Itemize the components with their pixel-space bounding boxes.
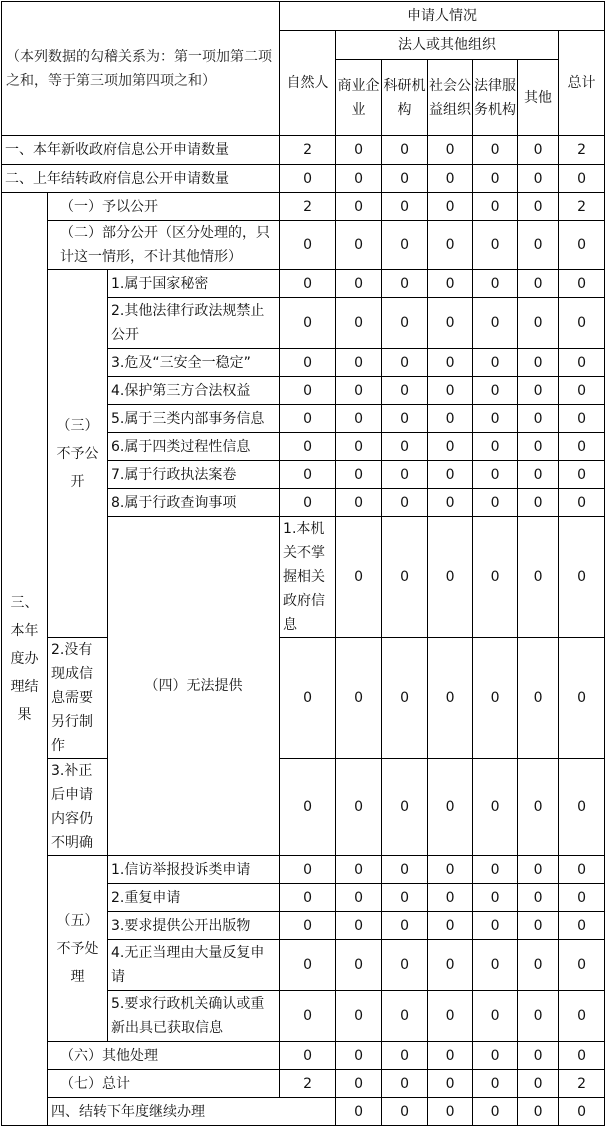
- cell: 0: [428, 270, 473, 298]
- cell: 0: [428, 221, 473, 270]
- row-label: 4.保护第三方合法权益: [108, 377, 280, 405]
- cell: 0: [473, 377, 518, 405]
- cell: 0: [518, 270, 559, 298]
- cell: 0: [473, 136, 518, 165]
- cell: 0: [518, 991, 559, 1042]
- cell: 0: [336, 856, 382, 884]
- cell: 0: [336, 489, 382, 517]
- row-label: 5.属于三类内部事务信息: [108, 405, 280, 433]
- cell: 0: [280, 884, 336, 912]
- cell: 0: [336, 517, 382, 638]
- cell: 0: [559, 884, 605, 912]
- cell: 2: [559, 193, 605, 221]
- cell: 0: [280, 991, 336, 1042]
- cell: 0: [428, 136, 473, 165]
- cell: 0: [518, 884, 559, 912]
- cell: 0: [428, 433, 473, 461]
- table-row: [2, 1098, 605, 1126]
- cell: 0: [518, 489, 559, 517]
- cell: 2: [280, 1070, 336, 1098]
- table-row: [2, 1070, 605, 1098]
- cell: 0: [518, 165, 559, 193]
- cell: 0: [559, 461, 605, 489]
- cell: 2: [280, 193, 336, 221]
- cell: 0: [428, 298, 473, 349]
- cell: 0: [428, 940, 473, 991]
- cell: 0: [382, 461, 428, 489]
- cell: 0: [559, 517, 605, 638]
- header-legal-service: 法律服务机构: [473, 60, 518, 136]
- cell: 2: [559, 1070, 605, 1098]
- cell: 0: [336, 193, 382, 221]
- cell: 0: [382, 991, 428, 1042]
- cell: 0: [336, 165, 382, 193]
- header-legal-entities: 法人或其他组织: [336, 31, 559, 60]
- cell: 0: [518, 1070, 559, 1098]
- cell: 0: [428, 1070, 473, 1098]
- table-row: [2, 270, 605, 298]
- cell: 0: [473, 193, 518, 221]
- cell: 0: [473, 912, 518, 940]
- cell: 0: [428, 991, 473, 1042]
- row-label: 1.属于国家秘密: [108, 270, 280, 298]
- cell: 0: [473, 856, 518, 884]
- cell: 0: [382, 940, 428, 991]
- cell: 0: [428, 638, 473, 759]
- cell: 0: [473, 940, 518, 991]
- cell: 0: [559, 349, 605, 377]
- header-natural-person: 自然人: [280, 31, 336, 136]
- cell: 0: [518, 856, 559, 884]
- row-label: 1.信访举报投诉类申请: [108, 856, 280, 884]
- cell: 0: [336, 759, 382, 856]
- cell: 0: [473, 461, 518, 489]
- cell: 0: [518, 517, 559, 638]
- cell: 0: [336, 1042, 382, 1070]
- cell: 0: [518, 1042, 559, 1070]
- cell: 0: [428, 489, 473, 517]
- row-label: 8.属于行政查询事项: [108, 489, 280, 517]
- table-row: [2, 856, 605, 884]
- cell: 0: [382, 517, 428, 638]
- cell: 0: [382, 1098, 428, 1126]
- cell: 0: [280, 940, 336, 991]
- cell: 0: [473, 517, 518, 638]
- cell: 0: [473, 405, 518, 433]
- cell: 0: [382, 136, 428, 165]
- cell: 0: [382, 433, 428, 461]
- cell: 0: [473, 991, 518, 1042]
- cell: 0: [336, 349, 382, 377]
- cell: 0: [518, 940, 559, 991]
- cell: 0: [473, 638, 518, 759]
- cell: 0: [280, 165, 336, 193]
- cell: 0: [382, 349, 428, 377]
- cell: 0: [336, 433, 382, 461]
- applications-table: [1, 1, 605, 1126]
- cell: 0: [518, 433, 559, 461]
- cell: 0: [382, 1070, 428, 1098]
- cell: 0: [382, 221, 428, 270]
- cell: 0: [518, 298, 559, 349]
- cell: 0: [428, 912, 473, 940]
- cell: 0: [336, 298, 382, 349]
- cell: 0: [518, 377, 559, 405]
- table-row: [2, 165, 605, 193]
- cell: 0: [336, 405, 382, 433]
- cell: 0: [382, 193, 428, 221]
- row-label: 5.要求行政机关确认或重新出具已获取信息: [108, 991, 280, 1042]
- row-label: 3.要求提供公开出版物: [108, 912, 280, 940]
- row-label: 7.属于行政执法案卷: [108, 461, 280, 489]
- cell: 0: [559, 405, 605, 433]
- cell: 0: [473, 349, 518, 377]
- cell: 0: [518, 405, 559, 433]
- cell: 0: [473, 884, 518, 912]
- cell: 0: [473, 433, 518, 461]
- row-label: 4.无正当理由大量反复申请: [108, 940, 280, 991]
- cell: 0: [428, 461, 473, 489]
- cell: 0: [473, 1070, 518, 1098]
- row-label: （二）部分公开（区分处理的，只计这一情形，不计其他情形）: [48, 221, 280, 270]
- cell: 0: [518, 1098, 559, 1126]
- cell: 0: [382, 270, 428, 298]
- table-row: [2, 638, 605, 759]
- cell: 0: [518, 461, 559, 489]
- cell: 2: [280, 136, 336, 165]
- cell: 0: [280, 912, 336, 940]
- cell: 0: [518, 349, 559, 377]
- cell: 0: [336, 912, 382, 940]
- header-applicant: 申请人情况: [280, 2, 605, 31]
- cell: 0: [280, 759, 336, 856]
- cell: 0: [382, 638, 428, 759]
- cell: 0: [518, 638, 559, 759]
- cell: 0: [382, 298, 428, 349]
- cell: 0: [336, 991, 382, 1042]
- cell: 0: [559, 298, 605, 349]
- cell: 0: [280, 433, 336, 461]
- cell: 0: [559, 759, 605, 856]
- row-label: 二、上年结转政府信息公开申请数量: [2, 165, 280, 193]
- row-label: 3.危及“三安全一稳定”: [108, 349, 280, 377]
- cell: 0: [382, 377, 428, 405]
- cell: 0: [280, 856, 336, 884]
- cell: 0: [559, 165, 605, 193]
- header-research: 科研机构: [382, 60, 428, 136]
- row-label: 一、本年新收政府信息公开申请数量: [2, 136, 280, 165]
- table-row: [2, 1042, 605, 1070]
- cell: 0: [382, 759, 428, 856]
- cell: 0: [518, 221, 559, 270]
- cell: 0: [280, 270, 336, 298]
- cell: 0: [280, 461, 336, 489]
- table-row: [2, 136, 605, 165]
- cell: 0: [382, 1042, 428, 1070]
- table-row: [2, 193, 605, 221]
- cell: 0: [473, 1042, 518, 1070]
- cell: 0: [518, 193, 559, 221]
- cell: 0: [473, 165, 518, 193]
- row-label: （一）予以公开: [48, 193, 280, 221]
- cell: 0: [280, 405, 336, 433]
- row-label: 2.没有现成信息需要另行制作: [48, 638, 108, 759]
- cell: 0: [428, 1098, 473, 1126]
- header-social: 社会公益组织: [428, 60, 473, 136]
- cell: 0: [428, 193, 473, 221]
- row-label: 2.重复申请: [108, 884, 280, 912]
- cell: 0: [280, 377, 336, 405]
- table-row: [2, 759, 605, 856]
- cell: 0: [336, 270, 382, 298]
- row-label: 2.其他法律行政法规禁止公开: [108, 298, 280, 349]
- cell: 0: [382, 405, 428, 433]
- cell: 0: [559, 912, 605, 940]
- cell: 0: [280, 349, 336, 377]
- cell: 0: [518, 759, 559, 856]
- cell: 0: [559, 489, 605, 517]
- cell: 0: [280, 489, 336, 517]
- cell: 0: [336, 1098, 382, 1126]
- row-label: 6.属于四类过程性信息: [108, 433, 280, 461]
- cell: 0: [559, 221, 605, 270]
- cell: 0: [428, 856, 473, 884]
- cell: 0: [336, 884, 382, 912]
- row-label: 1.本机关不掌握相关政府信息: [280, 517, 336, 638]
- cell: 0: [428, 405, 473, 433]
- cell: 0: [428, 517, 473, 638]
- not-open-group-label: （三）不予公开: [48, 270, 108, 638]
- cell: 0: [280, 221, 336, 270]
- cell: 0: [559, 940, 605, 991]
- section-3-label: 三、本年度办理结果: [2, 193, 48, 1126]
- cell: 0: [559, 1042, 605, 1070]
- cell: 0: [559, 433, 605, 461]
- cell: 0: [473, 759, 518, 856]
- cell: 0: [280, 1042, 336, 1070]
- cell: 0: [382, 489, 428, 517]
- row-label: （七）总计: [48, 1070, 280, 1098]
- cell: 0: [428, 165, 473, 193]
- cell: 0: [428, 759, 473, 856]
- header-other: 其他: [518, 60, 559, 136]
- cell: 0: [559, 856, 605, 884]
- cell: 0: [336, 221, 382, 270]
- cell: 0: [336, 377, 382, 405]
- cell: 0: [336, 136, 382, 165]
- header-commercial: 商业企业: [336, 60, 382, 136]
- cell: 0: [382, 884, 428, 912]
- unable-group-label: （四）无法提供: [108, 517, 280, 856]
- cell: 0: [280, 638, 336, 759]
- cell: 0: [382, 856, 428, 884]
- row-label: 四、结转下年度继续办理: [48, 1098, 336, 1126]
- cell: 0: [382, 165, 428, 193]
- cell: 0: [559, 270, 605, 298]
- header-note: （本列数据的勾稽关系为：第一项加第二项之和，等于第三项加第四项之和）: [2, 2, 280, 136]
- cell: 0: [559, 377, 605, 405]
- cell: 0: [336, 1070, 382, 1098]
- cell: 0: [559, 1098, 605, 1126]
- row-label: （六）其他处理: [48, 1042, 280, 1070]
- row-label: 3.补正后申请内容仍不明确: [48, 759, 108, 856]
- cell: 0: [428, 1042, 473, 1070]
- cell: 0: [336, 638, 382, 759]
- cell: 0: [382, 912, 428, 940]
- cell: 0: [473, 270, 518, 298]
- cell: 0: [280, 298, 336, 349]
- cell: 0: [518, 912, 559, 940]
- cell: 0: [559, 638, 605, 759]
- cell: 0: [336, 461, 382, 489]
- cell: 0: [428, 377, 473, 405]
- cell: 0: [473, 1098, 518, 1126]
- no-handle-group-label: （五）不予处理: [48, 856, 108, 1042]
- cell: 0: [428, 884, 473, 912]
- cell: 0: [518, 136, 559, 165]
- cell: 0: [559, 991, 605, 1042]
- cell: 0: [473, 221, 518, 270]
- header-total: 总计: [559, 31, 605, 136]
- cell: 2: [559, 136, 605, 165]
- cell: 0: [428, 349, 473, 377]
- cell: 0: [336, 940, 382, 991]
- cell: 0: [473, 489, 518, 517]
- table-row: [2, 221, 605, 270]
- cell: 0: [473, 298, 518, 349]
